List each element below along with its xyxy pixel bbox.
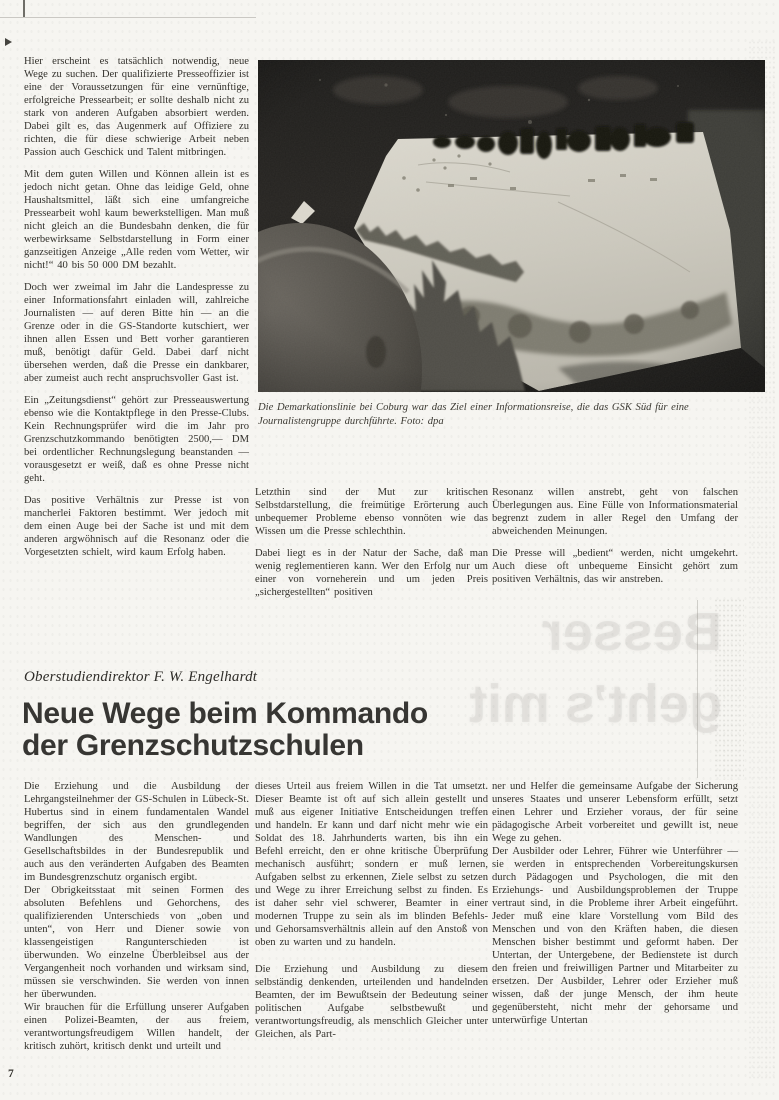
reverse-page-show-through	[430, 596, 722, 740]
top-article-mid-right-column	[492, 486, 738, 595]
paragraph: Die Presse will „bedient“ werden, nicht umgekehrt. Auch diese oft unbequeme Einsicht gehört zum positiven Verhältnis, das wir anstreben.	[492, 548, 738, 585]
ghost-line: geht’s mit	[468, 674, 722, 734]
main-article-column-3	[492, 780, 738, 1027]
show-through-noise	[714, 598, 744, 780]
top-article-mid-left-column	[255, 486, 488, 608]
paragraph: Doch wer zweimal im Jahr die Landespresse zu einer Informationsfahrt einladen will, zahlreiche Journalisten — auf deren Bitte hin — an die Grenze oder in die GS-Standorte kutschiert, wer ihnen allen Essen und Bett vorher garantieren muß, benötigt dafür Geld. Dabei darf nicht übersehen werden, daß die Presse ein dankbarer, aber zumeist auch recht anspruchsvoller Gast ist.	[24, 282, 249, 384]
paragraph: Mit dem guten Willen und Können allein ist es jedoch nicht getan. Ohne das leidige Geld, ohne Haushaltsmittel, läßt sich eine umfangreiche Pressearbeit wohl kaum bewerkstelligen. Man muß nicht gleich an die Bundesbahn denken, die für werbewirksame Selbstdarstellung in Form einer ganzseitigen Anzeige „Alle reden vom Wetter, wir nicht!“ 40 bis 50 000 DM bezahlt.	[24, 169, 249, 271]
demarcation-line-photo	[258, 60, 765, 392]
paragraph: Dabei liegt es in der Natur der Sache, daß man wenig reglementieren kann. Wer den Erfolg nur um einer von vorneherein und um jeden Preis „sichergestellten“ positiven	[255, 548, 488, 598]
article-title-line-2: der Grenzschutzschulen	[22, 729, 364, 762]
show-through-rule	[697, 600, 698, 778]
paragraph: Der Obrigkeitsstaat mit seinen Formen des absoluten Befehlens und Gehorchens, des qualifizierenden Unterschieds von „oben und unten“, von Herr und Diener sowie von klassengeistigen Rangunterschieden ist überwunden. Wo einzelne Überbleibsel aus der Vergangenheit noch vorhanden und wirksam sind, müssen sie verschwinden. Sie werden von innen her überwunden.	[24, 885, 249, 1000]
paragraph: Resonanz willen anstrebt, geht von falschen Überlegungen aus. Eine Fülle von Informationsmaterial begrenzt zudem in aller Regel den Umfang der abweichenden Meinungen.	[492, 487, 738, 537]
scan-fold-line	[0, 17, 256, 18]
main-article-column-1	[24, 780, 249, 1053]
article-title	[22, 698, 428, 762]
paragraph: Der Ausbilder oder Lehrer, Führer wie Unterführer — sie werden in entsprechenden Vorbereitungskursen durch Pädagogen und Psychologen, die mit den Erziehungs- und Ausbildungsproblemen der Truppe vertraut sind, in die Probleme ihrer Arbeit eingeführt. Jeder muß eine klare Vorstellung vom Bild des Menschen und von den Kräften haben, die diesen Menschen bisher bestimmt und geformt haben. Der Untertan, der Untergebene, der Bedienstete ist durch den freien und freiwilligen Partner und Mitarbeiter zu ersetzen. Der Ausbilder, Lehrer oder Erzieher muß wissen, daß der junge Mensch, der ihm heute gegenübersteht, nicht mehr der gehorsame und unterwürfige Untertan	[492, 846, 738, 1026]
main-article-column-2	[255, 780, 488, 1041]
paragraph: dieses Urteil aus freiem Willen in die Tat umsetzt. Dieser Beamte ist oft auf sich allein gestellt und muß aus eigener Initiative Entscheidungen treffen und handeln. Er kann und darf nicht mehr wie ein Soldat des 18. Jahrhunderts warten, bis ihn ein Befehl erreicht, den er ohne kritische Überprüfung mechanisch ausführt; sondern er muß lernen, Aufgaben selbst zu erkennen, Ziele selbst zu setzen und Wege zu ihrer Erreichung selbst zu finden. Es ist daher sehr viel schwerer, Beamter in einer modernen Truppe zu sein als im blinden Befehls- und Gehorsamsverhältnis allein auf den Anstoß von oben zu warten und zu handeln.	[255, 781, 488, 948]
article-byline: Oberstudiendirektor F. W. Engelhardt	[24, 669, 258, 685]
ghost-line: Besser	[541, 602, 722, 662]
paragraph: ner und Helfer die gemeinsame Aufgabe der Sicherung unseres Staates und unserer Lebensform erfüllt, setzt einen Lehrer und Erzieher voraus, der für seine pädagogische Arbeit vorbereitet und gewillt ist, neue Wege zu gehen.	[492, 781, 738, 844]
paragraph: Letzthin sind der Mut zur kritischen Selbstdarstellung, die freimütige Erörterung auch unbequemer Probleme ebenso vonnöten wie das Wissen um die Presse schlechthin.	[255, 487, 488, 537]
demarcation-line-photo-figure	[258, 60, 765, 429]
paragraph: Wir brauchen für die Erfüllung unserer Aufgaben einen Polizei-Beamten, der aus freiem, verantwortungsfreudigem Willen handelt, der kritisch zuhört, kritisch denkt und urteilt und	[24, 1002, 249, 1052]
photo-caption: Die Demarkationslinie bei Coburg war das Ziel einer Informationsreise, die das GSK Süd für eine Journalistengruppe durchführte. Foto: dpa	[258, 402, 689, 427]
paragraph: Das positive Verhältnis zur Presse ist von mancherlei Faktoren bestimmt. Wer jedoch mit dem einen Auge bei der Sache ist und mit dem anderen argwöhnisch auf die Resonanz oder die Vorgesetzten schielt, wird kaum Erfolg haben.	[24, 495, 249, 558]
paragraph: Die Erziehung und Ausbildung zu diesem selbständig denkenden, urteilenden und handelnden Beamten, der im Bewußtsein der Bedeutung seiner politischen Aufgabe selbstbewußt und verantwortungsfreudig, als menschlich Gleicher unter Gleichen, als Part-	[255, 964, 488, 1040]
paragraph: Ein „Zeitungsdienst“ gehört zur Presseauswertung ebenso wie die Kontaktpflege in den Presse-Clubs. Kein Rechnungsprüfer wird die im Jahr pro Grenzschutzkommando benötigten 2500,— DM bei ordentlicher Rechnungslegung beanstanden — vorausgesetzt er weiß, daß es ohne Presse nicht geht.	[24, 395, 249, 484]
scan-edge-line	[23, 0, 25, 17]
page-number: 7	[8, 1068, 14, 1080]
scan-artifact-mark	[5, 38, 12, 46]
top-article-left-column	[24, 55, 249, 568]
paragraph: Hier erscheint es tatsächlich notwendig, neue Wege zu suchen. Der qualifizierte Presseoffizier ist eine der Voraussetzungen für eine vernünftige, erfolgreiche Pressearbeit; er sollte deshalb nicht zu stark von anderen Aufgaben absorbiert werden. Dabei gilt es, das Augenmerk auf Offiziere zu richten, die für diese schwierige Arbeit neben Passion auch Geschick und Talent mitbringen.	[24, 56, 249, 158]
article-title-line-1: Neue Wege beim Kommando	[22, 697, 428, 730]
paragraph: Die Erziehung und die Ausbildung der Lehrgangsteilnehmer der GS-Schulen in Lübeck-St. Hubertus sind in einem fundamentalen Wandel begriffen, der sich aus den grundlegenden Wandlungen des Menschen- und Gesellschaftsbildes in der Bundesrepublik und auch aus den veränderten Aufgaben des Beamten im Bundesgrenzschutz organisch ergibt.	[24, 781, 249, 883]
